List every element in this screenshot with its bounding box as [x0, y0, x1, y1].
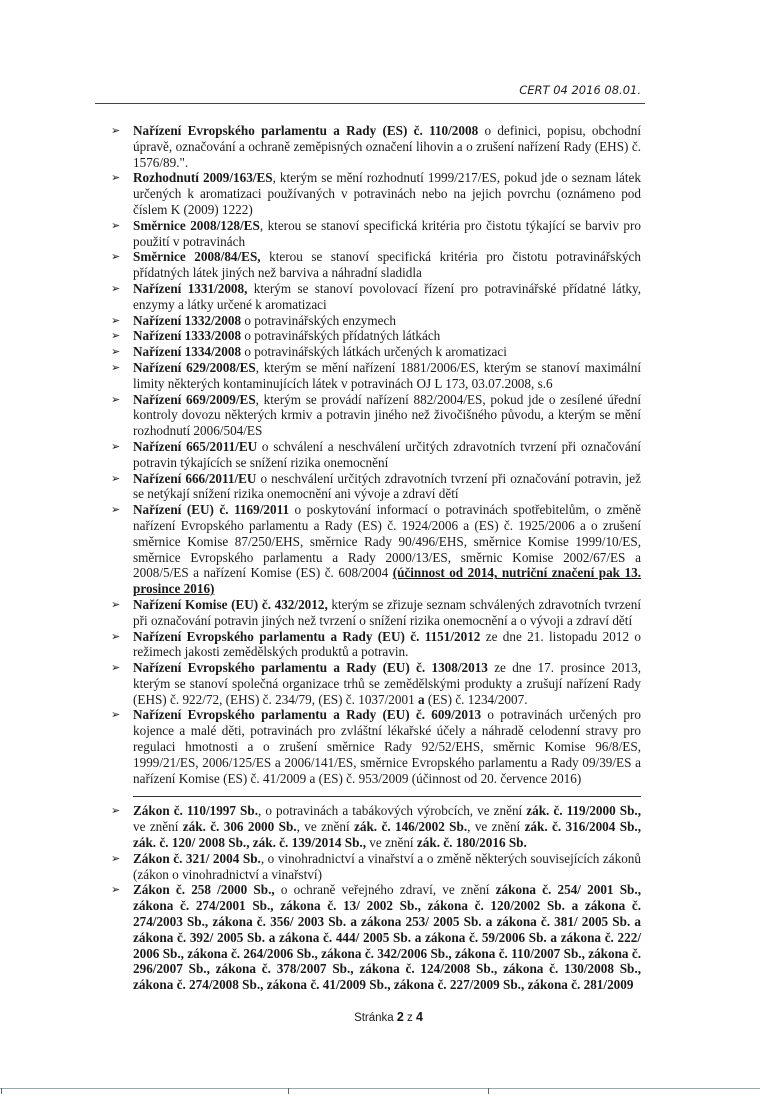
- footer-prefix: Stránka: [354, 1012, 397, 1025]
- page-number: 2: [396, 1010, 404, 1025]
- item-text: , kterým se provádí nařízení 882/2004/ES, pokud jde o zesílené úřední kontroly dovozu některých krmiv a potravin jiného než živočišného původu, a kterým se mění rozhodnutí 2006/504/ES: [133, 391, 641, 439]
- scan-tick: [1, 1088, 2, 1094]
- item-title: Směrnice 2008/128/ES: [133, 217, 260, 233]
- footer-mid: z: [403, 1012, 416, 1025]
- list-item: [133, 249, 641, 281]
- item-title: Nařízení Evropského parlamentu a Rady (ES) č. 110/2008: [133, 123, 479, 138]
- item-text: kterým se zřizuje seznam schválených zdravotních tvrzení při označování potravin jiných než tvrzení o snížení rizika onemocnění a o vývoji a zdraví dětí: [133, 596, 641, 628]
- list-item: [133, 439, 641, 471]
- item-title: Nařízení 666/2011/EU: [133, 470, 257, 486]
- list-item: [133, 471, 641, 503]
- item-text: o potravinářských enzymech: [241, 312, 396, 328]
- list-item: [133, 281, 641, 313]
- item-text: , ve znění: [296, 819, 355, 835]
- list-item: [133, 218, 641, 250]
- page-total: 4: [415, 1010, 423, 1025]
- item-text: o schválení a neschválení určitých zdravotních tvrzení při označování potravin týkajících se snížení rizika onemocnění: [133, 438, 641, 470]
- item-title: Nařízení 1331/2008,: [133, 280, 248, 296]
- list-item: [133, 502, 641, 597]
- item-title: zák. č. 316/2004 Sb., zák. č. 120/ 2008 Sb., zák. č. 139/2014 Sb.,: [133, 819, 642, 851]
- item-title: Nařízení 1333/2008: [133, 328, 242, 344]
- item-text: ve znění: [366, 835, 417, 851]
- list-item: [133, 123, 641, 170]
- item-title: zák. č. 180/2016 Sb.: [416, 835, 527, 851]
- item-title: Nařízení (EU) č. 1169/2011: [133, 502, 290, 518]
- item-text: kterou se stanoví specifická kritéria pro čistotu potravinářských přídatných látek jiných než barviva a náhradní sladidla: [133, 249, 641, 281]
- item-text: ze dne 17. prosince 2013, kterým se stanoví společná organizace trhů se zemědělskými produkty a zrušují nařízení Rady (EHS) č. 922/72, (EHS) č. 234/79, (ES) č. 1037/2001: [133, 660, 641, 707]
- item-title: Zákon č. 258 /2000 Sb.,: [133, 882, 275, 898]
- item-text: ze dne 21. listopadu 2012 o režimech jakosti zemědělských produktů a potravin.: [133, 628, 641, 660]
- item-title: Nařízení 1332/2008: [133, 312, 242, 328]
- list-item: [133, 882, 641, 993]
- page-footer: [0, 993, 777, 1026]
- item-text: ve znění: [133, 819, 183, 835]
- item-text: , kterým se mění nařízení 1881/2006/ES, kterým se stanoví maximální limity některých kontaminujících látek v potravinách OJ L 173, 03.07.2008, s.6: [133, 359, 641, 391]
- item-title: Směrnice 2008/84/ES,: [133, 249, 261, 265]
- item-text: , kterým se mění rozhodnutí 1999/217/ES, pokud jde o seznam látek určených k aromatizaci používaných v potravinách nebo na jejich povrchu (oznámeno pod číslem K (2009) 1222): [133, 170, 642, 217]
- item-text: o potravinářských přídatných látkách: [241, 328, 441, 344]
- item-title: Zákon č. 110/1997 Sb.: [133, 803, 259, 819]
- item-text: o poskytování informací o potravinách spotřebitelům, o změně nařízení Evropského parlamentu a Rady (ES) č. 1924/2006 a (ES) č. 1925/2006 a o zrušení směrnice Komise 87/250/EHS, směrnice Rady 90/496/EHS, směrnice Komise 1999/10/ES, směrnice Evropského parlamentu a Rady 2000/13/ES, směrnic Komise 2002/67/ES a 2008/5/ES a nařízení Komise (ES) č. 608/2004: [133, 502, 641, 581]
- item-text: (ES) č. 1234/2007.: [424, 691, 528, 707]
- item-title: Nařízení Evropského parlamentu a Rady (EU) č. 1151/2012: [133, 628, 481, 644]
- list-item: [133, 360, 641, 392]
- scan-tick: [488, 1088, 489, 1094]
- item-title: Nařízení 665/2011/EU: [133, 438, 258, 454]
- document-code: CERT 04 2016 08.01.: [519, 83, 641, 97]
- item-text: , kterou se stanoví specifická kritéria pro čistotu týkající se barviv pro použití v potravinách: [133, 217, 641, 249]
- list-item: [133, 803, 641, 850]
- item-title: zák. č. 119/2000 Sb.,: [526, 803, 642, 819]
- item-title: zák. č. 146/2002 Sb.: [354, 819, 468, 835]
- list-item: [133, 392, 641, 439]
- item-text: o ochraně veřejného zdraví, ve znění: [274, 882, 496, 898]
- section-divider: [133, 796, 641, 797]
- item-note-underlined: (účinnost od 2014, nutriční značení pak 13. prosince 2016): [133, 565, 641, 597]
- eu-regulations-list: [133, 123, 641, 786]
- list-item: [133, 170, 641, 217]
- list-item: [133, 344, 641, 360]
- item-title: Nařízení 629/2008/ES: [133, 359, 256, 375]
- item-title: a: [417, 691, 425, 707]
- item-text: o definici, popisu, obchodní úpravě, označování a ochraně zeměpisných označení lihovin a o zrušení nařízení Rady (EHS) č. 1576/89.".: [133, 123, 641, 170]
- item-text: o potravinách určených pro kojence a malé děti, potravinách pro zvláštní lékařské účely a náhradě celodenní stravy pro regulaci hmotnosti a o zrušení směrnice Rady 92/52/EHS, směrnic Komise 96/8/ES, 1999/21/ES, 2006/125/ES a 2006/141/ES, směrnice Evropského parlamentu a Rady 09/39/ES a nařízení Komise (ES) č. 41/2009 a (ES) č. 953/2009 (účinnost od 20. července 2016): [133, 707, 642, 786]
- list-item: [133, 313, 641, 329]
- item-title: Nařízení Evropského parlamentu a Rady (EU) č. 1308/2013: [133, 660, 488, 676]
- item-title: Zákon č. 321/ 2004 Sb.: [133, 850, 261, 866]
- scan-tick: [288, 1088, 289, 1094]
- item-title: Rozhodnutí 2009/163/ES: [133, 170, 273, 186]
- item-text: o potravinářských látkách určených k aromatizaci: [241, 344, 507, 360]
- list-item: [133, 597, 641, 629]
- item-text: kterým se stanoví povolovací řízení pro potravinářské přídatné látky, enzymy a látky určené k aromatizaci: [133, 280, 641, 312]
- item-text: , ve znění: [467, 819, 525, 835]
- item-title: zák. č. 306 2000 Sb.: [182, 819, 297, 835]
- item-title: Nařízení 1334/2008: [133, 344, 242, 360]
- list-item: [133, 660, 641, 707]
- item-title: Nařízení Evropského parlamentu a Rady (EU) č. 609/2013: [133, 707, 482, 723]
- list-item: [133, 629, 641, 661]
- item-title: Nařízení Komise (EU) č. 432/2012,: [133, 596, 328, 612]
- scan-edge: [0, 1026, 777, 1110]
- item-text: , o potravinách a tabákových výrobcích, ve znění: [258, 803, 527, 819]
- item-text: , o vinohradnictví a vinařství a o změně některých souvisejících zákonů (zákon o vinohradnictví a vinařství): [133, 850, 641, 882]
- list-item: [133, 328, 641, 344]
- item-text: o neschválení určitých zdravotních tvrzení při označování potravin, jež se netýkají snížení rizika onemocnění ani vývoje a zdraví dětí: [133, 470, 641, 502]
- list-item: [133, 851, 641, 883]
- scan-edge-line: [0, 1088, 760, 1089]
- item-title: zákona č. 254/ 2001 Sb., zákona č. 274/2001 Sb., zákona č. 13/ 2002 Sb., zákona č. 120/2002 Sb. a zákona č. 274/2003 Sb., zákona č. 356/ 2003 Sb. a zákona 253/ 2005 Sb. a zákona č. 381/ 2005 Sb. a zákona č. 392/ 2005 Sb. a zákona č. 444/ 2005 Sb. a zákona č. 59/2006 Sb. a zákona č. 222/ 2006 Sb., zákona č. 264/2006 Sb., zákona č. 342/2006 Sb., zákona č. 110/2007 Sb., zákona č. 296/2007 Sb., zákona č. 378/2007 Sb., zákona č. 124/2008 Sb., zákona č. 130/2008 Sb., zákona č. 274/2008 Sb., zákona č. 41/2009 Sb., zákona č. 227/2009 Sb., zákona č. 281/2009: [133, 882, 641, 993]
- item-title: Nařízení 669/2009/ES: [133, 391, 256, 407]
- list-item: [133, 707, 641, 786]
- czech-laws-list: [133, 803, 641, 993]
